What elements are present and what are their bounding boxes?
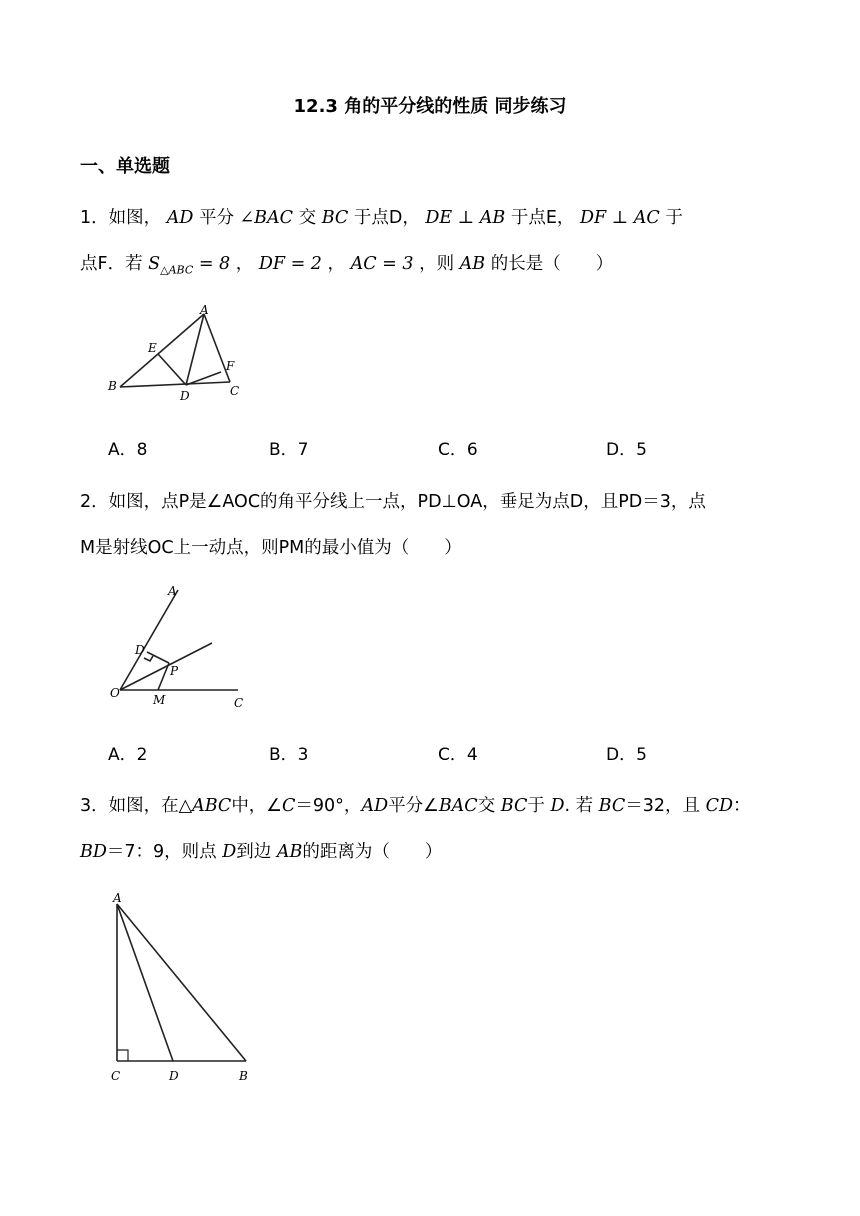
q3-text: ＝90°，	[295, 796, 362, 816]
q2-option-c[interactable]: C．4	[438, 745, 478, 765]
q3-text: ＝32，且	[625, 796, 706, 816]
q3-math: C	[282, 796, 296, 816]
q1-text: ，	[230, 254, 259, 274]
q1-math: AD	[166, 208, 194, 228]
q1-math: = 8	[193, 254, 231, 274]
q3-text: . 若	[564, 796, 599, 816]
q1-text: ，则	[413, 254, 460, 274]
q1-option-b[interactable]: B．7	[269, 440, 309, 460]
q2-label-d: D	[135, 643, 145, 657]
q3-text: 到边	[236, 842, 277, 862]
q3-math: BAC	[438, 796, 478, 816]
q1-math: DF ⊥ AC	[579, 208, 660, 228]
q3-math: BC	[500, 796, 528, 816]
q3-math: AB	[276, 842, 303, 862]
q1-text: 交	[293, 208, 322, 228]
q1-math: DF = 2	[258, 254, 322, 274]
q1-option-d[interactable]: D．5	[606, 440, 647, 460]
question-1-line-2	[80, 252, 613, 283]
q1-option-a[interactable]: A．8	[108, 440, 148, 460]
q1-label-e: E	[148, 341, 157, 355]
q3-math: AD	[361, 796, 389, 816]
q3-text: 3．如图，在△	[80, 796, 193, 816]
q2-label-c: C	[234, 696, 244, 710]
q1-text: 点F．若	[80, 254, 149, 274]
q3-text: 的距离为（ ）	[302, 842, 443, 862]
q2-option-d[interactable]: D．5	[606, 745, 647, 765]
q3-text: ＝7：9，则点	[106, 842, 223, 862]
q1-math: DE ⊥ AB	[425, 208, 506, 228]
q3-text: 平分∠	[388, 796, 439, 816]
q1-option-c[interactable]: C．6	[438, 440, 478, 460]
question-3-line-1	[80, 794, 751, 818]
q1-text: 于点E，	[505, 208, 580, 228]
question-2-line-1: 2．如图，点P是∠AOC的角平分线上一点，PD⊥OA，垂足为点D，且PD＝3，点	[80, 492, 706, 512]
q3-figure	[100, 888, 270, 1088]
q1-text: 平分	[193, 208, 240, 228]
q1-label-a: A	[200, 303, 209, 317]
page-title: 12.3 角的平分线的性质 同步练习	[293, 96, 567, 117]
q1-math-subscript: △ABC	[160, 263, 194, 277]
q3-label-b: B	[239, 1069, 248, 1083]
question-1-line-1	[80, 206, 683, 230]
q1-text: 1．如图，	[80, 208, 167, 228]
q1-math: AC = 3	[350, 254, 414, 274]
section-heading: 一、单选题	[80, 156, 170, 177]
question-3-line-2	[80, 840, 442, 864]
q3-text: 交	[477, 796, 501, 816]
q1-text: 于点D，	[348, 208, 426, 228]
q1-figure	[100, 300, 260, 405]
q1-text: 的长是（ ）	[485, 254, 614, 274]
q1-text: 于	[659, 208, 683, 228]
q3-math: D	[550, 796, 565, 816]
q3-math: ABC	[192, 796, 232, 816]
q2-figure	[100, 580, 260, 715]
q3-text: ：	[733, 796, 751, 816]
q3-math: BD	[80, 842, 107, 862]
q1-math: AB	[459, 254, 486, 274]
q3-label-a: A	[113, 891, 122, 905]
q1-math: S	[148, 254, 161, 274]
q1-text: ，	[321, 254, 351, 274]
q1-label-f: F	[226, 359, 235, 373]
question-2-line-2: M是射线OC上一动点，则PM的最小值为（ ）	[80, 538, 462, 558]
q3-math: CD	[705, 796, 734, 816]
q1-math: ∠BAC	[239, 208, 294, 228]
q3-text: 中，∠	[231, 796, 283, 816]
q3-math: BC	[598, 796, 626, 816]
q3-label-d: D	[169, 1069, 179, 1083]
q1-label-c: C	[230, 384, 240, 398]
q2-label-p: P	[170, 664, 179, 678]
q2-option-b[interactable]: B．3	[269, 745, 309, 765]
q3-label-c: C	[111, 1069, 121, 1083]
q3-math: D	[222, 842, 237, 862]
q2-label-m: M	[153, 693, 166, 707]
q2-label-o: O	[110, 686, 120, 700]
q2-option-a[interactable]: A．2	[108, 745, 148, 765]
q1-math: BC	[321, 208, 349, 228]
q1-label-d: D	[180, 389, 190, 403]
q3-text: 于	[527, 796, 551, 816]
q2-label-a: A	[168, 584, 177, 598]
q1-label-b: B	[108, 379, 117, 393]
